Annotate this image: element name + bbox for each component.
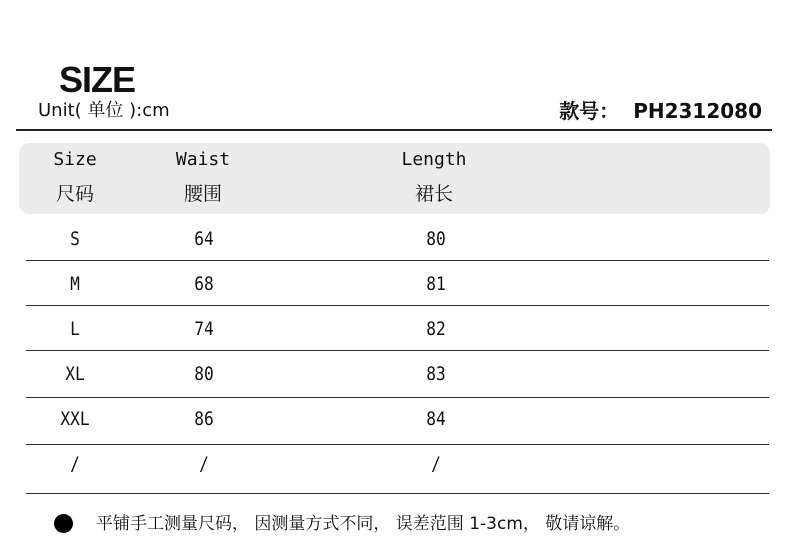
length-cell: / <box>431 453 441 475</box>
row-divider <box>26 350 769 351</box>
size-cell: XL <box>65 363 85 385</box>
row-divider <box>26 444 769 445</box>
measurement-note: 平铺手工测量尺码， 因测量方式不同， 误差范围 1-3cm， 敬请谅解。 <box>96 514 631 534</box>
column-header-size-en: Size <box>53 149 97 170</box>
column-header-size-zh: 尺码 <box>55 183 94 205</box>
size-cell: M <box>70 273 80 295</box>
length-cell: 81 <box>426 273 446 295</box>
waist-cell: 80 <box>194 363 214 385</box>
row-divider <box>26 305 769 306</box>
size-cell: XXL <box>60 408 90 430</box>
length-cell: 83 <box>426 363 446 385</box>
unit-label: Unit( 单位 ):cm <box>38 100 170 121</box>
length-cell: 84 <box>426 408 446 430</box>
bullet-icon <box>54 514 73 533</box>
column-header-length-en: Length <box>401 149 467 170</box>
row-divider <box>26 397 769 398</box>
waist-cell: 74 <box>194 318 214 340</box>
length-cell: 82 <box>426 318 446 340</box>
waist-cell: 68 <box>194 273 214 295</box>
size-cell: / <box>70 453 80 475</box>
column-header-waist-en: Waist <box>175 149 231 170</box>
waist-cell: 86 <box>194 408 214 430</box>
waist-cell: 64 <box>194 228 214 250</box>
waist-cell: / <box>199 453 209 475</box>
title-divider <box>16 129 772 131</box>
size-cell: L <box>70 318 80 340</box>
length-cell: 80 <box>426 228 446 250</box>
model-number <box>559 99 762 123</box>
column-header-length-zh: 裙长 <box>414 183 453 205</box>
model-number-value: PH2312080 <box>633 99 762 123</box>
model-number-label: 款号： <box>559 99 620 123</box>
row-divider <box>26 493 769 494</box>
size-title: SIZE <box>59 59 136 100</box>
column-header-waist-zh: 腰围 <box>183 183 222 205</box>
row-divider <box>26 260 769 261</box>
size-cell: S <box>70 228 80 250</box>
